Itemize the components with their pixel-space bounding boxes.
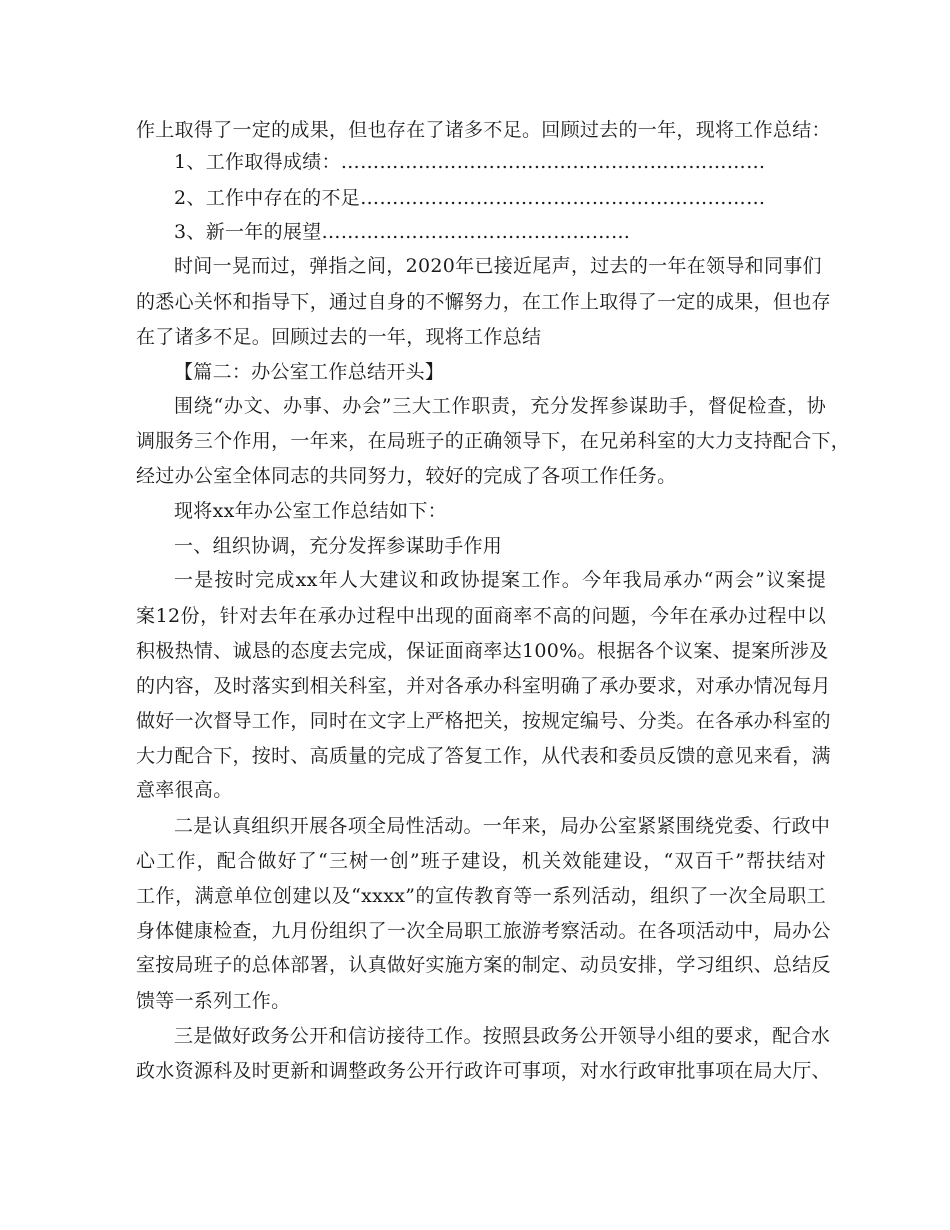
paragraph-line: 政水资源科及时更新和调整政务公开行政许可事项，对水行政审批事项在局大厅、 xyxy=(136,1060,831,1082)
paragraph-line: 一是按时完成xx年人大建议和政协提案工作。今年我局承办“两会”议案提 xyxy=(174,569,826,591)
paragraph-line: 围绕“办文、办事、办会”三大工作职责，充分发挥参谋助手，督促检查，协 xyxy=(174,395,826,417)
paragraph-line: 的内容，及时落实到相关科室，并对各承办科室明确了承办要求，对承办情况每月 xyxy=(136,675,831,697)
text-line: 作上取得了一定的成果，但也存在了诸多不足。回顾过去的一年，现将工作总结： xyxy=(136,119,831,141)
list-item-shortcomings: 2、工作中存在的不足……………………………………………………… xyxy=(174,187,766,209)
list-item-outlook: 3、新一年的展望………………………………………… xyxy=(174,221,631,243)
paragraph-line: 室按局班子的总体部署，认真做好实施方案的制定、动员安排，学习组织、总结反 xyxy=(136,954,831,976)
paragraph-line: 大力配合下，按时、高质量的完成了答复工作，从代表和委员反馈的意见来看，满 xyxy=(136,745,831,767)
paragraph-line: 馈等一系列工作。 xyxy=(136,990,291,1012)
list-item-achievements: 1、工作取得成绩：………………………………………………………… xyxy=(174,151,766,173)
paragraph-line: 做好一次督导工作，同时在文字上严格把关，按规定编号、分类。在各承办科室的 xyxy=(136,710,831,732)
paragraph-line: 积极热情、诚恳的态度去完成，保证面商率达100%。根据各个议案、提案所涉及 xyxy=(136,640,829,662)
section-heading: 【篇二：办公室工作总结开头】 xyxy=(174,361,445,383)
paragraph-line: 心工作，配合做好了“三树一创”班子建设，机关效能建设，“双百千”帮扶结对 xyxy=(136,850,826,872)
paragraph-line: 身体健康检查，九月份组织了一次全局职工旅游考察活动。在各项活动中，局办公 xyxy=(136,920,831,942)
paragraph-line: 的悉心关怀和指导下，通过自身的不懈努力，在工作上取得了一定的成果，但也存 xyxy=(136,291,831,313)
paragraph-line: 案12份，针对去年在承办过程中出现的面商率不高的问题，今年在承办过程中以 xyxy=(136,605,826,627)
paragraph-line: 二是认真组织开展各项全局性活动。一年来，局办公室紧紧围绕党委、行政中 xyxy=(174,815,831,837)
paragraph-line: 经过办公室全体同志的共同努力，较好的完成了各项工作任务。 xyxy=(136,465,677,487)
subsection-heading: 一、组织协调，充分发挥参谋助手作用 xyxy=(174,535,503,557)
paragraph-line: 调服务三个作用，一年来，在局班子的正确领导下，在兄弟科室的大力支持配合下， xyxy=(136,430,851,452)
paragraph-line: 在了诸多不足。回顾过去的一年，现将工作总结 xyxy=(136,326,542,348)
paragraph-line: 三是做好政务公开和信访接待工作。按照县政务公开领导小组的要求，配合水 xyxy=(174,1025,831,1047)
paragraph-line: 工作，满意单位创建以及“xxxx”的宣传教育等一系列活动，组织了一次全局职工 xyxy=(136,885,826,907)
paragraph-line: 现将xx年办公室工作总结如下： xyxy=(174,500,447,522)
paragraph-line: 意率很高。 xyxy=(136,779,233,801)
paragraph-line: 时间一晃而过，弹指之间，2020年已接近尾声，过去的一年在领导和同事们 xyxy=(174,255,822,277)
